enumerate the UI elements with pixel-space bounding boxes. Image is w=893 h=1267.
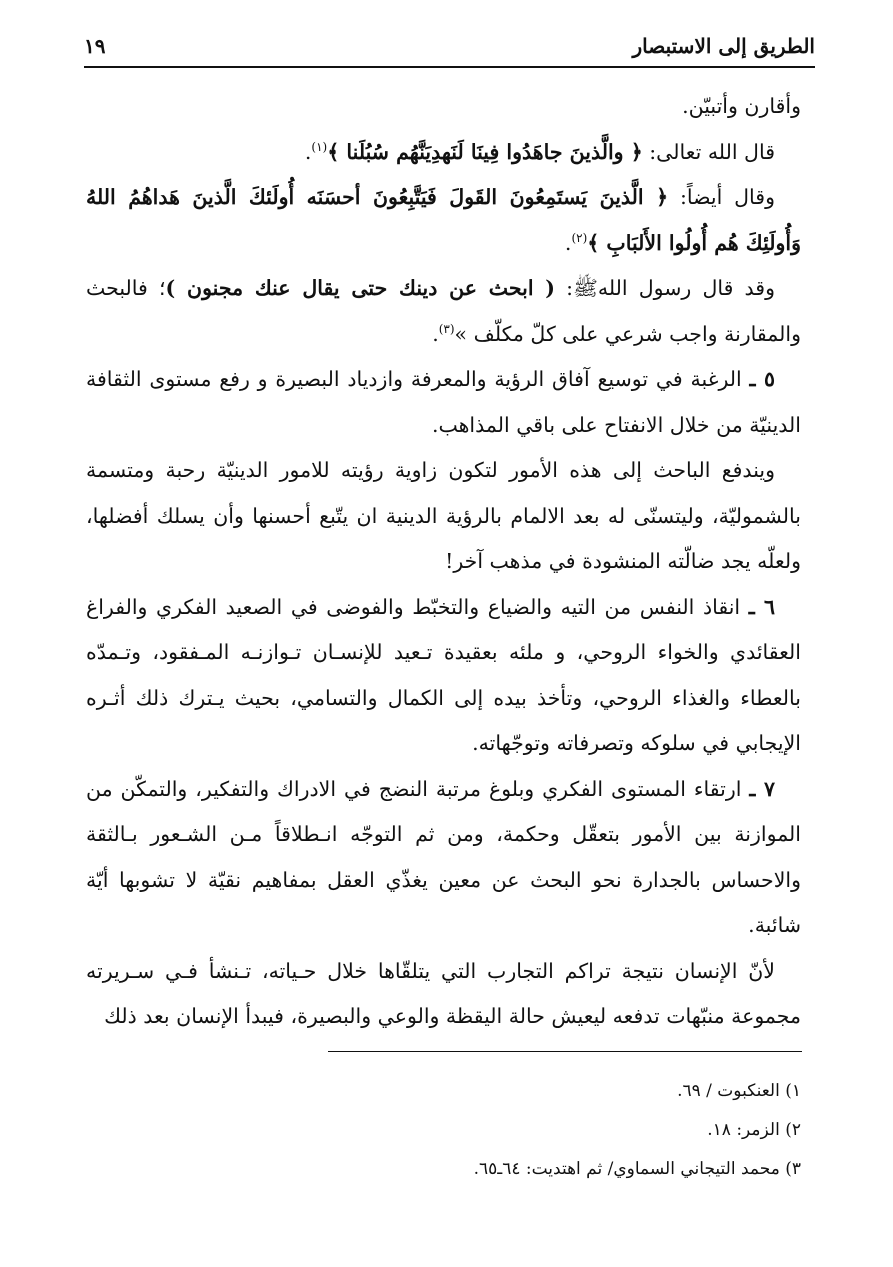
driven-paragraph-text: ويندفع الباحث إلى هذه الأمور لتكون زاوية رؤيته للامور الدينيّة رحبة ومتسمة بالشموليّة، وليتسنّى له بعد الالمام بالرؤية الدينية ان يتّبع أحسنها وأن يسلك أفضلها، ولعلّه يجد ضالّته المنشودة في مذهب آخر! <box>86 458 801 573</box>
footnote-ref-2: (٢) <box>571 230 588 245</box>
hadith-paragraph <box>86 266 801 357</box>
verse-2-end: . <box>564 230 572 255</box>
footnotes <box>300 1072 801 1189</box>
verse-1-paragraph <box>86 130 801 176</box>
verse-2-paragraph <box>86 175 801 266</box>
because-paragraph <box>86 949 801 1040</box>
hadith-end: . <box>432 321 439 346</box>
item-7-number: ٧ ـ <box>749 776 775 801</box>
hadith-lead: وقد قال رسول اللهﷺ: <box>555 276 776 300</box>
hadith-continuation: ؛ فالبحث والمقارنة واجب شرعي على كلّ مكلّف » <box>86 276 801 346</box>
footnote-1: ١) العنكبوت / ٦٩. <box>677 1081 801 1101</box>
verse-1-end: . <box>304 139 312 164</box>
footnote-ref-1: (١) <box>311 139 328 154</box>
footnote-divider <box>328 1051 802 1052</box>
item-5-number: ٥ ـ <box>749 367 775 391</box>
item-6-text: انقاذ النفس من التيه والضياع والتخبّط والفوضى في الصعيد الفكري والفراغ العقائدي والخواء الروحي، و ملئه بعقيدة تـعيد للإنسـان تـوازنـه المـفقود، وتـمدّه بالعطاء والغذاء الروحي، وتأخذ بيده إلى الكمال والتسامي، بحيث يـترك ذلك أثـره الإيجابي في سلوكه وتصرفاته وتوجّهاته. <box>86 594 801 755</box>
main-text <box>86 84 801 1040</box>
item-5-text: الرغبة في توسيع آفاق الرؤية والمعرفة وازدياد البصيرة و رفع مستوى الثقافة الدينيّة من خلال الانفتاح على باقي المذاهب. <box>86 367 801 437</box>
verse-1-lead: قال الله تعالى: <box>642 139 775 164</box>
page-number: ١٩ <box>84 34 106 58</box>
intro-line-text: وأقارن وأتبيّن. <box>682 94 801 118</box>
verse-2-quote: ﴿ الَّذينَ يَستَمِعُونَ القَولَ فَيَتَّبِعُونَ أحسَنَه أُولَئكَ الَّذينَ هَداهُمُ اللهُ وَأُولَئِكَ هُم أُولُوا الأَلبَابِ ﴾ <box>86 185 801 255</box>
page-header <box>84 30 815 66</box>
footnote-2: ٢) الزمر: ١٨. <box>707 1120 801 1140</box>
item-7-paragraph <box>86 767 801 949</box>
item-6-paragraph <box>86 585 801 767</box>
footnote-3: ٣) محمد التيجاني السماوي/ ثم اهتديت: ٦٤ـ٦٥. <box>473 1159 801 1179</box>
header-divider <box>84 66 815 68</box>
verse-1-quote: ﴿ والَّذينَ جاهَدُوا فِينَا لَنَهدِيَنَّهُم سُبُلَنا ﴾ <box>327 139 643 164</box>
driven-paragraph <box>86 448 801 585</box>
item-7-text: ارتقاء المستوى الفكري وبلوغ مرتبة النضج في الادراك والتفكير، والتمكّن من الموازنة بين الأمور بتعقّل وحكمة، ومن ثم التوجّه انـطلاقاً مـن الشـعور بـالثقة والاحساس بالجدارة نحو البحث عن معين يغذّي العقل بمفاهيم نقيّة لا تشوبها أيّة شائبة. <box>86 776 801 937</box>
hadith-quote: ( ابحث عن دينك حتى يقال عنك مجنون ) <box>165 276 555 300</box>
verse-2-lead: وقال أيضاً: <box>668 185 775 209</box>
footnote-ref-3: (٣) <box>438 321 455 336</box>
item-5-paragraph <box>86 357 801 448</box>
running-title: الطريق إلى الاستبصار <box>632 34 815 58</box>
intro-line <box>86 84 801 130</box>
item-6-number: ٦ ـ <box>748 594 775 619</box>
because-paragraph-text: لأنّ الإنسان نتيجة تراكم التجارب التي يتلقّاها خلال حـياته، تـنشأ فـي سـريرته مجموعة منبّهات تدفعه ليعيش حالة اليقظة والوعي والبصيرة، فيبدأ الإنسان بعد ذلك <box>86 958 801 1028</box>
